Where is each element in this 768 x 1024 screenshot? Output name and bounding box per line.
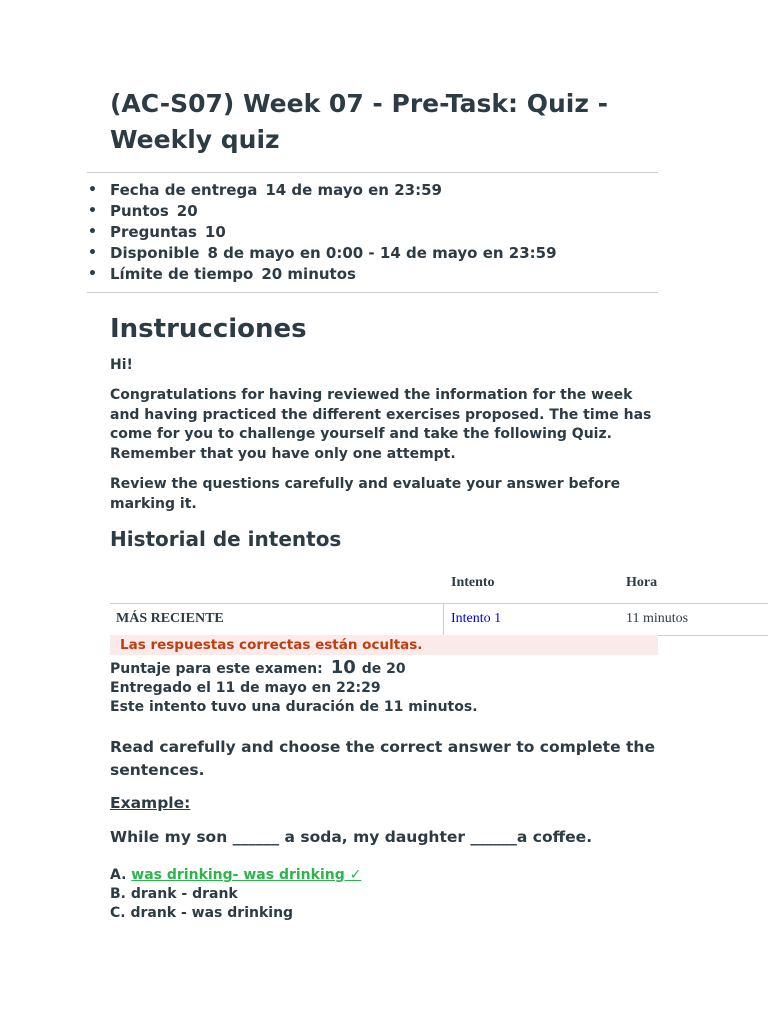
score-label: Puntaje para este examen: (110, 661, 323, 677)
score-suffix: de 20 (361, 661, 406, 677)
example-sentence: While my son ______ a soda, my daughter ______a coffee. (110, 828, 593, 846)
detail-questions (88, 222, 557, 243)
option-letter: C. (110, 905, 126, 921)
option-a[interactable] (110, 866, 361, 885)
attempt-link[interactable]: Intento 1 (451, 611, 502, 626)
bullet-icon: • (88, 182, 97, 198)
score-line (110, 656, 406, 681)
score-value: 10 (330, 657, 356, 678)
option-text: drank - drank (130, 886, 238, 902)
detail-value: 14 de mayo en 23:59 (265, 181, 442, 199)
detail-time-limit (88, 264, 557, 285)
option-text-correct: was drinking- was drinking ✓ (131, 867, 362, 883)
detail-label: Fecha de entrega (110, 181, 258, 199)
column-header-attempt: Intento (451, 575, 495, 590)
column-divider (443, 604, 444, 635)
detail-value: 20 minutos (261, 265, 356, 283)
option-text: drank - was drinking (130, 905, 294, 921)
option-letter: B. (110, 886, 126, 902)
instructions-greeting: Hi! (110, 357, 133, 373)
attempt-time: 11 minutos (626, 611, 689, 626)
attempt-history-heading: Historial de intentos (110, 527, 342, 551)
bullet-icon: • (88, 266, 97, 282)
submitted-date: Entregado el 11 de mayo en 22:29 (110, 680, 381, 696)
detail-points (88, 201, 557, 222)
divider-bottom (87, 292, 658, 293)
row-label-most-recent: MÁS RECIENTE (116, 611, 224, 626)
detail-label: Puntos (110, 202, 169, 220)
column-header-time: Hora (626, 575, 658, 590)
question-prompt: Read carefully and choose the correct answer to complete the sentences. (110, 738, 655, 779)
instructions-paragraph: Congratulations for having reviewed the information for the week and having practiced the different exercises proposed. The time has come for you to challenge yourself and take the following Quiz. Remember that you have only one attempt. (110, 387, 652, 462)
quiz-title: (AC-S07) Week 07 - Pre-Task: Quiz - Weekly quiz (110, 89, 608, 154)
attempt-duration: Este intento tuvo una duración de 11 minutos. (110, 699, 478, 715)
detail-available (88, 243, 557, 264)
bullet-icon: • (88, 203, 97, 219)
option-c[interactable] (110, 904, 293, 923)
attempt-history-table (110, 565, 768, 636)
example-label: Example: (110, 794, 191, 812)
quiz-details-list (88, 180, 557, 285)
detail-value: 20 (176, 202, 198, 220)
bullet-icon: • (88, 224, 97, 240)
answers-hidden-notice: Las respuestas correctas están ocultas. (110, 635, 658, 655)
detail-label: Preguntas (110, 223, 197, 241)
table-row (110, 604, 768, 636)
detail-label: Límite de tiempo (110, 265, 254, 283)
bullet-icon: • (88, 245, 97, 261)
option-letter: A. (110, 867, 127, 883)
instructions-paragraph-review: Review the questions carefully and evaluate your answer before marking it. (110, 476, 621, 512)
divider-top (87, 172, 658, 173)
instructions-heading: Instrucciones (110, 314, 307, 344)
detail-due-date (88, 180, 557, 201)
detail-value: 8 de mayo en 0:00 - 14 de mayo en 23:59 (207, 244, 557, 262)
option-b[interactable] (110, 885, 238, 904)
detail-label: Disponible (110, 244, 200, 262)
detail-value: 10 (204, 223, 226, 241)
table-header-row (110, 565, 768, 604)
